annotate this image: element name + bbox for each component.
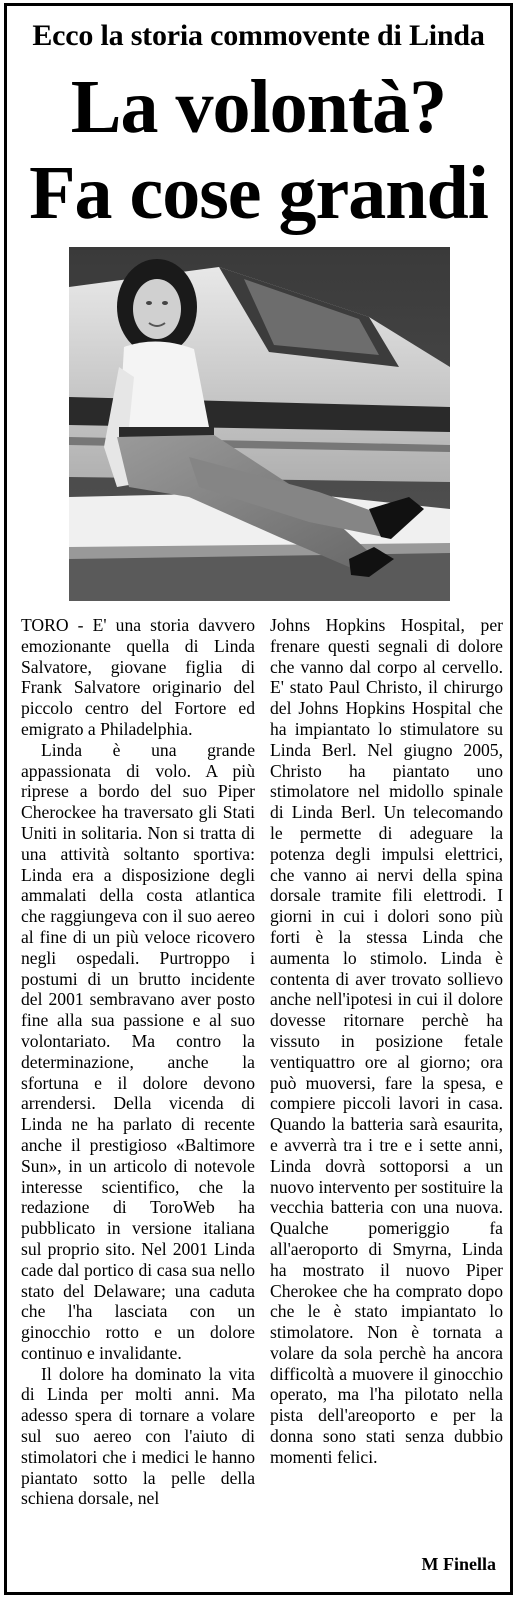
author-byline: M Finella: [421, 1554, 496, 1574]
article-paragraph: Johns Hopkins Hospital, per frenare questi segnali di dolore che vanno dal corpo al cervello. E' stato Paul Christo, il chirurgo del Johns Hopkins Hospital che ha impiantato lo stimulatore su Linda Berl. Nel giugno 2005, Christo ha piantato uno stimolatore nel midollo spinale di Linda Berl. Un telecomando le permette di adeguare la potenza degli impulsi elettrici, che vanno ai nervi della spina dorsale tramite fili elettrodi. I giorni in cui i dolori sono più forti è la stessa Linda che aumenta lo stimolo. Linda è contenta di aver trovato sollievo anche nell'ipotesi in cui il dolore dovesse ritornare perchè ha vissuto in posizione fetale ventiquattro ore al giorno; ora può muoversi, fare la spesa, e compiere piccoli lavori in casa. Quando la batteria sarà esaurita, e avverrà tra i tre e i sette anni, Linda dovrà sottoporsi a un nuovo intervento per sostituire la vecchia batteria con una nuova. Qualche pomeriggio fa all'aeroporto di Smyrna, Linda ha mostrato il nuovo Piper Cherokee che ha comprato dopo che le è stato impiantato lo stimolatore. Non è tornata a volare da sola perchè ha ancora difficoltà a muovere il ginocchio operato, ma l'ha pilotato nella pista dell'areoporto e per la donna sono stati senza dubbio momenti felici.: [270, 615, 503, 1467]
article-column-2: [270, 615, 503, 1468]
article-column-1: [21, 615, 255, 1509]
article-paragraph: TORO - E' una storia davvero emozionante quella di Linda Salvatore, giovane figlia di Frank Salvatore originario del piccolo centro del Fortore ed emigrato a Philadelphia.: [21, 615, 255, 739]
article-kicker: Ecco la storia commovente di Linda: [32, 19, 485, 52]
photo-woman-on-plane-wing: [69, 247, 450, 601]
article-paragraph: Linda è una grande appassionata di volo. A più riprese a bordo del suo Piper Cherockee ha traversato gli Stati Uniti in solitaria. Non si tratta di una attività soltanto sportiva: Linda era a disposizione degli ammalati della costa atlantica che raggiungeva con il suo aereo al fine di un più veloce ricovero negli ospedali. Purtroppo i postumi di un brutto incidente del 2001 sembravano aver posto fine alla sua passione e al suo volontariato. Ma contro la determinazione, anche la sfortuna e il dolore devono arrendersi. Della vicenda di Linda ne ha parlato di recente anche il prestigioso «Baltimore Sun», in un articolo di notevole interesse scientifico, che la redazione di ToroWeb ha pubblicato in versione italiana sul proprio sito. Nel 2001 Linda cade dal portico di casa sua nello stato del Delaware; una caduta che l'ha lasciata con un ginocchio rotto e un dolore continuo e invalidante.: [21, 739, 255, 1363]
headline-line-1: La volontà?: [70, 65, 447, 149]
headline-line-2: Fa cose grandi: [29, 151, 488, 235]
article-paragraph: Il dolore ha dominato la vita di Linda per molti anni. Ma adesso spera di tornare a volare sul suo aereo con l'aiuto di stimolatori che i medici le hanno piantato sotto la pelle della schiena dorsale, nel: [21, 1363, 255, 1509]
article-frame: [4, 3, 513, 1595]
